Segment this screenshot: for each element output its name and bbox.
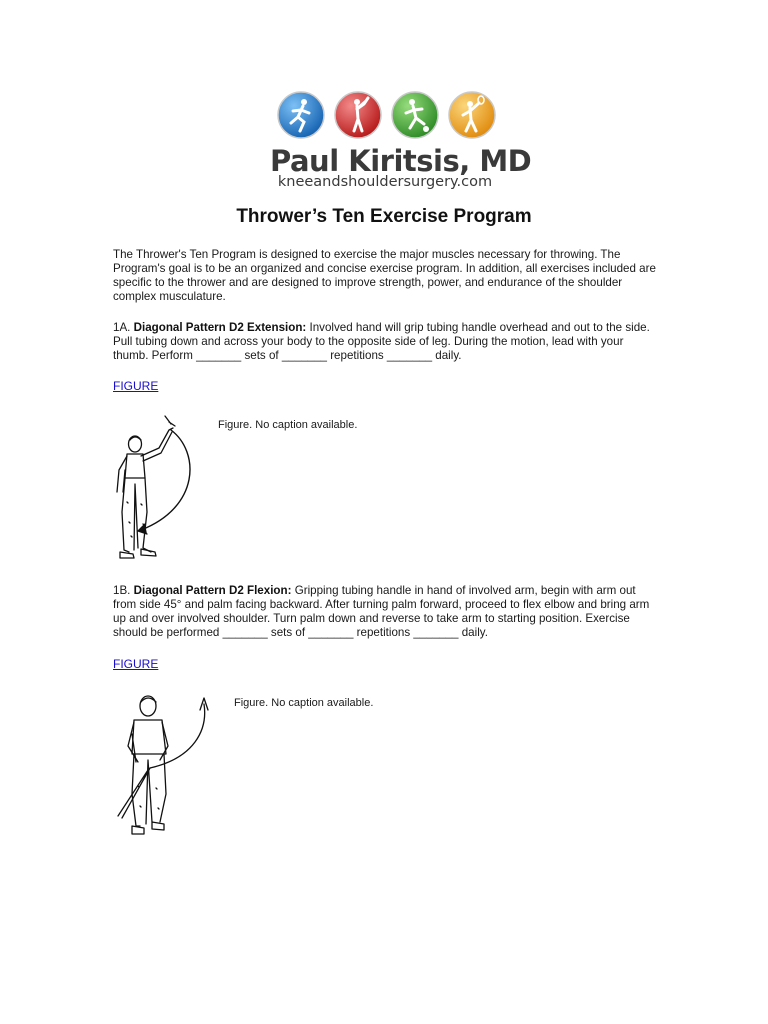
exercise-description: Gripping tubing handle in hand of involved arm, begin with arm out from side 45° and palm facing backward. After turning palm forward, proceed to flex elbow and bring arm up and over involved shoulder. Turn palm down and reverse to take arm to starting position. Exercise should be performed _______ sets of _______ repetitions _______ daily. <box>113 584 650 639</box>
golfer-icon <box>335 92 381 138</box>
exercise-name: Diagonal Pattern D2 Flexion: <box>133 584 292 597</box>
figure-caption: Figure. No caption available. <box>234 697 374 709</box>
exercise-name: Diagonal Pattern D2 Extension: <box>133 321 307 334</box>
exercise-1b-paragraph <box>113 584 658 640</box>
figure-link[interactable]: FIGURE <box>113 379 159 393</box>
soccer-player-icon <box>392 92 438 138</box>
practice-name: Paul Kiritsis, MD <box>270 144 532 178</box>
practice-url: kneeandshouldersurgery.com <box>277 174 493 190</box>
intro-paragraph: The Thrower's Ten Program is designed to exercise the major muscles necessary for throwing. The Program's goal is to be an organized and concise exercise program. In addition, all exercises included are specific to the thrower and are designed to improve strength, power, and endurance of the shoulder complex musculature. <box>113 248 656 303</box>
figure-link[interactable]: FIGURE <box>113 657 159 671</box>
exercise-1a-figure <box>105 412 205 564</box>
tennis-player-icon <box>449 92 495 138</box>
exercise-1a-paragraph <box>113 321 658 363</box>
page-title: Thrower’s Ten Exercise Program <box>236 206 532 227</box>
exercise-number: 1A. <box>113 321 134 334</box>
exercise-description: Involved hand will grip tubing handle overhead and out to the side. Pull tubing down and across your body to the opposite side of leg. During the motion, lead with your thumb. Perform _______ sets of _______ repetitions _______ daily. <box>113 321 650 362</box>
exercise-number: 1B. <box>113 584 134 597</box>
practice-logo <box>270 86 532 196</box>
runner-icon <box>278 92 324 138</box>
exercise-1b-figure <box>108 690 218 840</box>
figure-caption: Figure. No caption available. <box>218 419 358 431</box>
logo-icons <box>276 90 496 142</box>
